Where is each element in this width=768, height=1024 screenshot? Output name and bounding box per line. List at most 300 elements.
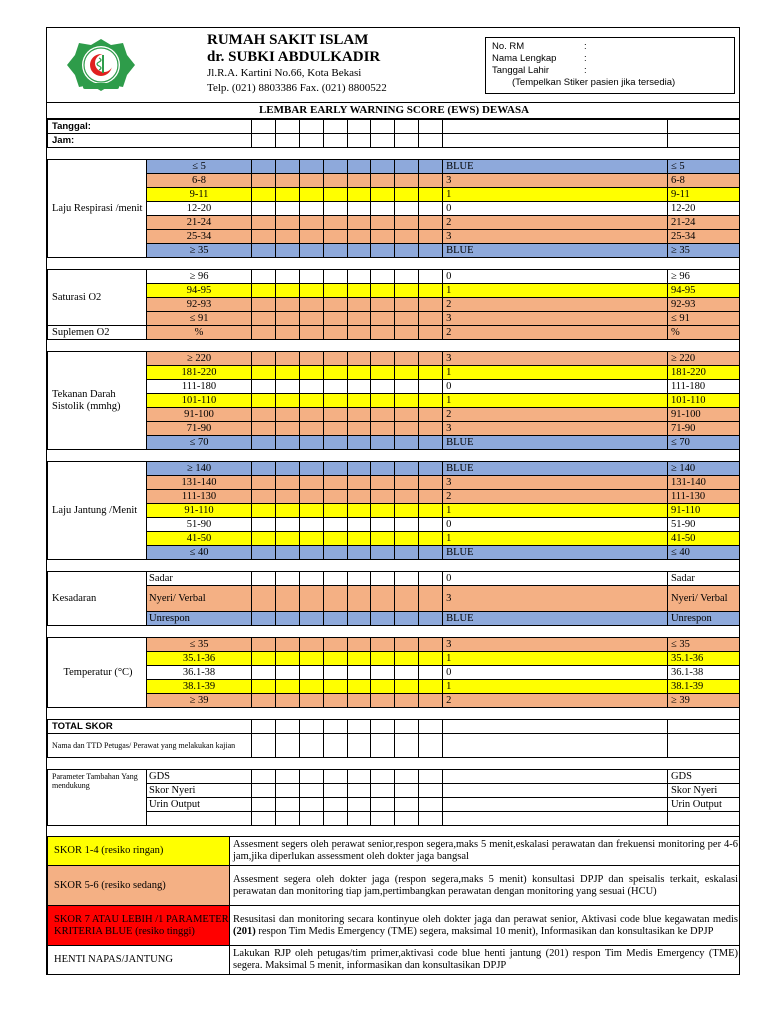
score-entry-cell[interactable]	[419, 174, 443, 188]
score-entry-cell[interactable]	[299, 462, 323, 476]
signature-entry-cell[interactable]	[371, 734, 395, 758]
score-entry-cell[interactable]	[252, 326, 276, 340]
score-entry-cell[interactable]	[395, 174, 419, 188]
support-entry-cell[interactable]	[275, 784, 299, 798]
score-entry-cell[interactable]	[419, 366, 443, 380]
score-entry-cell[interactable]	[347, 230, 371, 244]
score-entry-cell[interactable]	[275, 284, 299, 298]
date-time-cell[interactable]	[443, 120, 668, 134]
score-entry-cell[interactable]	[299, 270, 323, 284]
score-entry-cell[interactable]	[419, 202, 443, 216]
score-entry-cell[interactable]	[323, 202, 347, 216]
score-entry-cell[interactable]	[275, 572, 299, 586]
score-entry-cell[interactable]	[299, 436, 323, 450]
support-entry-cell[interactable]	[252, 770, 276, 784]
score-entry-cell[interactable]	[252, 160, 276, 174]
score-entry-cell[interactable]	[419, 230, 443, 244]
date-time-cell[interactable]	[395, 120, 419, 134]
score-entry-cell[interactable]	[252, 270, 276, 284]
score-entry-cell[interactable]	[252, 244, 276, 258]
score-entry-cell[interactable]	[275, 694, 299, 708]
score-entry-cell[interactable]	[395, 298, 419, 312]
score-entry-cell[interactable]	[419, 694, 443, 708]
score-entry-cell[interactable]	[299, 352, 323, 366]
score-entry-cell[interactable]	[275, 652, 299, 666]
score-entry-cell[interactable]	[323, 666, 347, 680]
score-entry-cell[interactable]	[371, 422, 395, 436]
score-entry-cell[interactable]	[275, 612, 299, 626]
score-entry-cell[interactable]	[371, 366, 395, 380]
score-entry-cell[interactable]	[275, 422, 299, 436]
support-entry-cell[interactable]	[443, 812, 668, 826]
score-entry-cell[interactable]	[299, 490, 323, 504]
score-entry-cell[interactable]	[252, 366, 276, 380]
score-entry-cell[interactable]	[419, 546, 443, 560]
score-entry-cell[interactable]	[275, 666, 299, 680]
score-entry-cell[interactable]	[419, 312, 443, 326]
score-entry-cell[interactable]	[395, 652, 419, 666]
score-entry-cell[interactable]	[323, 476, 347, 490]
score-entry-cell[interactable]	[275, 504, 299, 518]
score-entry-cell[interactable]	[347, 546, 371, 560]
score-entry-cell[interactable]	[275, 394, 299, 408]
score-entry-cell[interactable]	[275, 244, 299, 258]
support-entry-cell[interactable]	[275, 798, 299, 812]
signature-entry-cell[interactable]	[275, 734, 299, 758]
date-time-cell[interactable]	[667, 120, 740, 134]
score-entry-cell[interactable]	[395, 408, 419, 422]
score-entry-cell[interactable]	[252, 408, 276, 422]
score-entry-cell[interactable]	[299, 680, 323, 694]
support-entry-cell[interactable]	[667, 812, 740, 826]
score-entry-cell[interactable]	[371, 352, 395, 366]
score-entry-cell[interactable]	[419, 436, 443, 450]
score-entry-cell[interactable]	[395, 202, 419, 216]
score-entry-cell[interactable]	[395, 490, 419, 504]
score-entry-cell[interactable]	[275, 174, 299, 188]
score-entry-cell[interactable]	[252, 504, 276, 518]
score-entry-cell[interactable]	[419, 518, 443, 532]
date-time-cell[interactable]	[323, 120, 347, 134]
score-entry-cell[interactable]	[299, 504, 323, 518]
score-entry-cell[interactable]	[252, 586, 276, 612]
score-entry-cell[interactable]	[395, 230, 419, 244]
score-entry-cell[interactable]	[419, 270, 443, 284]
support-entry-cell[interactable]	[419, 770, 443, 784]
score-entry-cell[interactable]	[371, 490, 395, 504]
score-entry-cell[interactable]	[299, 230, 323, 244]
score-entry-cell[interactable]	[395, 326, 419, 340]
support-entry-cell[interactable]	[323, 812, 347, 826]
score-entry-cell[interactable]	[323, 436, 347, 450]
score-entry-cell[interactable]	[252, 230, 276, 244]
score-entry-cell[interactable]	[419, 586, 443, 612]
date-time-cell[interactable]	[299, 134, 323, 148]
score-entry-cell[interactable]	[252, 694, 276, 708]
score-entry-cell[interactable]	[275, 202, 299, 216]
score-entry-cell[interactable]	[323, 160, 347, 174]
score-entry-cell[interactable]	[347, 572, 371, 586]
score-entry-cell[interactable]	[347, 532, 371, 546]
score-entry-cell[interactable]	[299, 160, 323, 174]
score-entry-cell[interactable]	[299, 422, 323, 436]
score-entry-cell[interactable]	[347, 394, 371, 408]
score-entry-cell[interactable]	[371, 532, 395, 546]
score-entry-cell[interactable]	[371, 572, 395, 586]
support-entry-cell[interactable]	[371, 784, 395, 798]
score-entry-cell[interactable]	[347, 202, 371, 216]
score-entry-cell[interactable]	[299, 244, 323, 258]
score-entry-cell[interactable]	[252, 380, 276, 394]
signature-entry-cell[interactable]	[419, 734, 443, 758]
score-entry-cell[interactable]	[419, 422, 443, 436]
score-entry-cell[interactable]	[299, 572, 323, 586]
score-entry-cell[interactable]	[299, 312, 323, 326]
date-time-cell[interactable]	[347, 134, 371, 148]
score-entry-cell[interactable]	[299, 366, 323, 380]
date-time-cell[interactable]	[419, 134, 443, 148]
score-entry-cell[interactable]	[419, 326, 443, 340]
support-entry-cell[interactable]	[299, 770, 323, 784]
date-time-cell[interactable]	[252, 120, 276, 134]
score-entry-cell[interactable]	[299, 666, 323, 680]
score-entry-cell[interactable]	[275, 638, 299, 652]
score-entry-cell[interactable]	[347, 174, 371, 188]
score-entry-cell[interactable]	[275, 160, 299, 174]
score-entry-cell[interactable]	[371, 586, 395, 612]
support-entry-cell[interactable]	[299, 798, 323, 812]
score-entry-cell[interactable]	[299, 612, 323, 626]
score-entry-cell[interactable]	[371, 380, 395, 394]
support-entry-cell[interactable]	[443, 798, 668, 812]
score-entry-cell[interactable]	[275, 546, 299, 560]
score-entry-cell[interactable]	[371, 216, 395, 230]
score-entry-cell[interactable]	[323, 638, 347, 652]
score-entry-cell[interactable]	[252, 518, 276, 532]
score-entry-cell[interactable]	[347, 490, 371, 504]
score-entry-cell[interactable]	[323, 216, 347, 230]
score-entry-cell[interactable]	[323, 326, 347, 340]
score-entry-cell[interactable]	[252, 312, 276, 326]
score-entry-cell[interactable]	[371, 462, 395, 476]
support-entry-cell[interactable]	[371, 798, 395, 812]
score-entry-cell[interactable]	[347, 652, 371, 666]
score-entry-cell[interactable]	[323, 532, 347, 546]
signature-entry-cell[interactable]	[323, 734, 347, 758]
score-entry-cell[interactable]	[275, 312, 299, 326]
total-entry-cell[interactable]	[443, 720, 668, 734]
score-entry-cell[interactable]	[395, 188, 419, 202]
score-entry-cell[interactable]	[323, 572, 347, 586]
score-entry-cell[interactable]	[275, 680, 299, 694]
score-entry-cell[interactable]	[419, 504, 443, 518]
total-entry-cell[interactable]	[252, 720, 276, 734]
support-entry-cell[interactable]	[323, 770, 347, 784]
support-entry-cell[interactable]	[275, 812, 299, 826]
score-entry-cell[interactable]	[252, 638, 276, 652]
score-entry-cell[interactable]	[299, 694, 323, 708]
score-entry-cell[interactable]	[371, 518, 395, 532]
score-entry-cell[interactable]	[419, 244, 443, 258]
score-entry-cell[interactable]	[347, 216, 371, 230]
score-entry-cell[interactable]	[323, 188, 347, 202]
support-entry-cell[interactable]	[347, 770, 371, 784]
score-entry-cell[interactable]	[252, 572, 276, 586]
score-entry-cell[interactable]	[323, 298, 347, 312]
score-entry-cell[interactable]	[323, 586, 347, 612]
score-entry-cell[interactable]	[371, 666, 395, 680]
score-entry-cell[interactable]	[371, 174, 395, 188]
score-entry-cell[interactable]	[299, 546, 323, 560]
score-entry-cell[interactable]	[299, 202, 323, 216]
score-entry-cell[interactable]	[419, 216, 443, 230]
date-time-cell[interactable]	[371, 134, 395, 148]
date-time-cell[interactable]	[443, 134, 668, 148]
score-entry-cell[interactable]	[371, 312, 395, 326]
score-entry-cell[interactable]	[275, 230, 299, 244]
date-time-cell[interactable]	[419, 120, 443, 134]
score-entry-cell[interactable]	[252, 546, 276, 560]
score-entry-cell[interactable]	[275, 408, 299, 422]
patient-id-box[interactable]: No. RM : Nama Lengkap : Tanggal Lahir : (Tempelkan Stiker pasien jika tersedia)	[485, 37, 735, 94]
total-entry-cell[interactable]	[667, 720, 740, 734]
signature-entry-cell[interactable]	[252, 734, 276, 758]
score-entry-cell[interactable]	[275, 188, 299, 202]
score-entry-cell[interactable]	[395, 284, 419, 298]
score-entry-cell[interactable]	[395, 572, 419, 586]
score-entry-cell[interactable]	[299, 174, 323, 188]
support-entry-cell[interactable]	[419, 812, 443, 826]
score-entry-cell[interactable]	[323, 284, 347, 298]
score-entry-cell[interactable]	[299, 394, 323, 408]
score-entry-cell[interactable]	[323, 230, 347, 244]
score-entry-cell[interactable]	[275, 518, 299, 532]
score-entry-cell[interactable]	[347, 638, 371, 652]
score-entry-cell[interactable]	[347, 680, 371, 694]
score-entry-cell[interactable]	[371, 160, 395, 174]
score-entry-cell[interactable]	[371, 638, 395, 652]
score-entry-cell[interactable]	[323, 652, 347, 666]
score-entry-cell[interactable]	[419, 476, 443, 490]
score-entry-cell[interactable]	[395, 244, 419, 258]
score-entry-cell[interactable]	[395, 160, 419, 174]
score-entry-cell[interactable]	[395, 270, 419, 284]
score-entry-cell[interactable]	[252, 612, 276, 626]
score-entry-cell[interactable]	[419, 462, 443, 476]
score-entry-cell[interactable]	[347, 270, 371, 284]
support-entry-cell[interactable]	[252, 784, 276, 798]
date-time-cell[interactable]	[252, 134, 276, 148]
score-entry-cell[interactable]	[275, 352, 299, 366]
score-entry-cell[interactable]	[419, 408, 443, 422]
support-entry-cell[interactable]	[371, 770, 395, 784]
score-entry-cell[interactable]	[252, 284, 276, 298]
score-entry-cell[interactable]	[323, 546, 347, 560]
score-entry-cell[interactable]	[395, 694, 419, 708]
support-entry-cell[interactable]	[371, 812, 395, 826]
support-entry-cell[interactable]	[419, 784, 443, 798]
score-entry-cell[interactable]	[395, 532, 419, 546]
score-entry-cell[interactable]	[395, 394, 419, 408]
score-entry-cell[interactable]	[299, 586, 323, 612]
score-entry-cell[interactable]	[299, 476, 323, 490]
support-entry-cell[interactable]	[395, 798, 419, 812]
signature-entry-cell[interactable]	[667, 734, 740, 758]
support-entry-cell[interactable]	[419, 798, 443, 812]
score-entry-cell[interactable]	[323, 174, 347, 188]
score-entry-cell[interactable]	[323, 394, 347, 408]
score-entry-cell[interactable]	[347, 666, 371, 680]
score-entry-cell[interactable]	[323, 270, 347, 284]
total-entry-cell[interactable]	[275, 720, 299, 734]
support-entry-cell[interactable]	[275, 770, 299, 784]
score-entry-cell[interactable]	[371, 298, 395, 312]
score-entry-cell[interactable]	[395, 462, 419, 476]
score-entry-cell[interactable]	[419, 572, 443, 586]
score-entry-cell[interactable]	[371, 504, 395, 518]
score-entry-cell[interactable]	[252, 436, 276, 450]
score-entry-cell[interactable]	[395, 680, 419, 694]
score-entry-cell[interactable]	[275, 532, 299, 546]
score-entry-cell[interactable]	[323, 244, 347, 258]
score-entry-cell[interactable]	[323, 680, 347, 694]
score-entry-cell[interactable]	[299, 326, 323, 340]
score-entry-cell[interactable]	[275, 476, 299, 490]
score-entry-cell[interactable]	[275, 436, 299, 450]
score-entry-cell[interactable]	[252, 298, 276, 312]
support-entry-cell[interactable]	[347, 798, 371, 812]
score-entry-cell[interactable]	[347, 312, 371, 326]
support-entry-cell[interactable]	[395, 812, 419, 826]
score-entry-cell[interactable]	[395, 436, 419, 450]
score-entry-cell[interactable]	[299, 532, 323, 546]
score-entry-cell[interactable]	[252, 352, 276, 366]
score-entry-cell[interactable]	[419, 188, 443, 202]
score-entry-cell[interactable]	[347, 380, 371, 394]
score-entry-cell[interactable]	[275, 490, 299, 504]
support-entry-cell[interactable]	[323, 798, 347, 812]
score-entry-cell[interactable]	[252, 532, 276, 546]
score-entry-cell[interactable]	[371, 694, 395, 708]
score-entry-cell[interactable]	[347, 244, 371, 258]
score-entry-cell[interactable]	[347, 694, 371, 708]
total-entry-cell[interactable]	[299, 720, 323, 734]
score-entry-cell[interactable]	[347, 366, 371, 380]
support-entry-cell[interactable]	[252, 812, 276, 826]
date-time-cell[interactable]	[323, 134, 347, 148]
date-time-cell[interactable]	[299, 120, 323, 134]
score-entry-cell[interactable]	[323, 312, 347, 326]
score-entry-cell[interactable]	[323, 408, 347, 422]
score-entry-cell[interactable]	[395, 546, 419, 560]
score-entry-cell[interactable]	[419, 160, 443, 174]
date-time-cell[interactable]	[395, 134, 419, 148]
score-entry-cell[interactable]	[275, 380, 299, 394]
score-entry-cell[interactable]	[347, 476, 371, 490]
total-entry-cell[interactable]	[371, 720, 395, 734]
score-entry-cell[interactable]	[275, 586, 299, 612]
support-entry-cell[interactable]	[299, 784, 323, 798]
signature-entry-cell[interactable]	[299, 734, 323, 758]
score-entry-cell[interactable]	[419, 284, 443, 298]
score-entry-cell[interactable]	[252, 652, 276, 666]
signature-entry-cell[interactable]	[347, 734, 371, 758]
signature-entry-cell[interactable]	[395, 734, 419, 758]
score-entry-cell[interactable]	[323, 490, 347, 504]
score-entry-cell[interactable]	[252, 216, 276, 230]
score-entry-cell[interactable]	[419, 532, 443, 546]
score-entry-cell[interactable]	[347, 436, 371, 450]
score-entry-cell[interactable]	[347, 408, 371, 422]
score-entry-cell[interactable]	[299, 638, 323, 652]
score-entry-cell[interactable]	[323, 518, 347, 532]
score-entry-cell[interactable]	[395, 666, 419, 680]
score-entry-cell[interactable]	[252, 422, 276, 436]
score-entry-cell[interactable]	[323, 612, 347, 626]
score-entry-cell[interactable]	[395, 476, 419, 490]
score-entry-cell[interactable]	[347, 422, 371, 436]
score-entry-cell[interactable]	[371, 408, 395, 422]
score-entry-cell[interactable]	[252, 394, 276, 408]
total-entry-cell[interactable]	[395, 720, 419, 734]
date-time-cell[interactable]	[347, 120, 371, 134]
score-entry-cell[interactable]	[395, 612, 419, 626]
total-entry-cell[interactable]	[323, 720, 347, 734]
score-entry-cell[interactable]	[395, 422, 419, 436]
score-entry-cell[interactable]	[299, 216, 323, 230]
score-entry-cell[interactable]	[371, 394, 395, 408]
score-entry-cell[interactable]	[299, 408, 323, 422]
support-entry-cell[interactable]	[347, 784, 371, 798]
score-entry-cell[interactable]	[347, 504, 371, 518]
score-entry-cell[interactable]	[347, 326, 371, 340]
score-entry-cell[interactable]	[395, 216, 419, 230]
score-entry-cell[interactable]	[419, 652, 443, 666]
score-entry-cell[interactable]	[419, 666, 443, 680]
support-entry-cell[interactable]	[395, 770, 419, 784]
score-entry-cell[interactable]	[252, 188, 276, 202]
support-entry-cell[interactable]	[443, 770, 668, 784]
score-entry-cell[interactable]	[323, 366, 347, 380]
score-entry-cell[interactable]	[371, 202, 395, 216]
score-entry-cell[interactable]	[395, 518, 419, 532]
support-entry-cell[interactable]	[347, 812, 371, 826]
score-entry-cell[interactable]	[371, 230, 395, 244]
score-entry-cell[interactable]	[395, 312, 419, 326]
score-entry-cell[interactable]	[371, 546, 395, 560]
total-entry-cell[interactable]	[347, 720, 371, 734]
score-entry-cell[interactable]	[323, 504, 347, 518]
score-entry-cell[interactable]	[347, 298, 371, 312]
score-entry-cell[interactable]	[275, 298, 299, 312]
score-entry-cell[interactable]	[299, 188, 323, 202]
score-entry-cell[interactable]	[323, 422, 347, 436]
signature-entry-cell[interactable]	[443, 734, 668, 758]
score-entry-cell[interactable]	[252, 174, 276, 188]
score-entry-cell[interactable]	[252, 462, 276, 476]
score-entry-cell[interactable]	[275, 326, 299, 340]
score-entry-cell[interactable]	[395, 504, 419, 518]
score-entry-cell[interactable]	[299, 518, 323, 532]
score-entry-cell[interactable]	[395, 352, 419, 366]
score-entry-cell[interactable]	[371, 244, 395, 258]
score-entry-cell[interactable]	[252, 476, 276, 490]
score-entry-cell[interactable]	[371, 612, 395, 626]
score-entry-cell[interactable]	[252, 202, 276, 216]
score-entry-cell[interactable]	[347, 352, 371, 366]
score-entry-cell[interactable]	[299, 652, 323, 666]
score-entry-cell[interactable]	[347, 518, 371, 532]
